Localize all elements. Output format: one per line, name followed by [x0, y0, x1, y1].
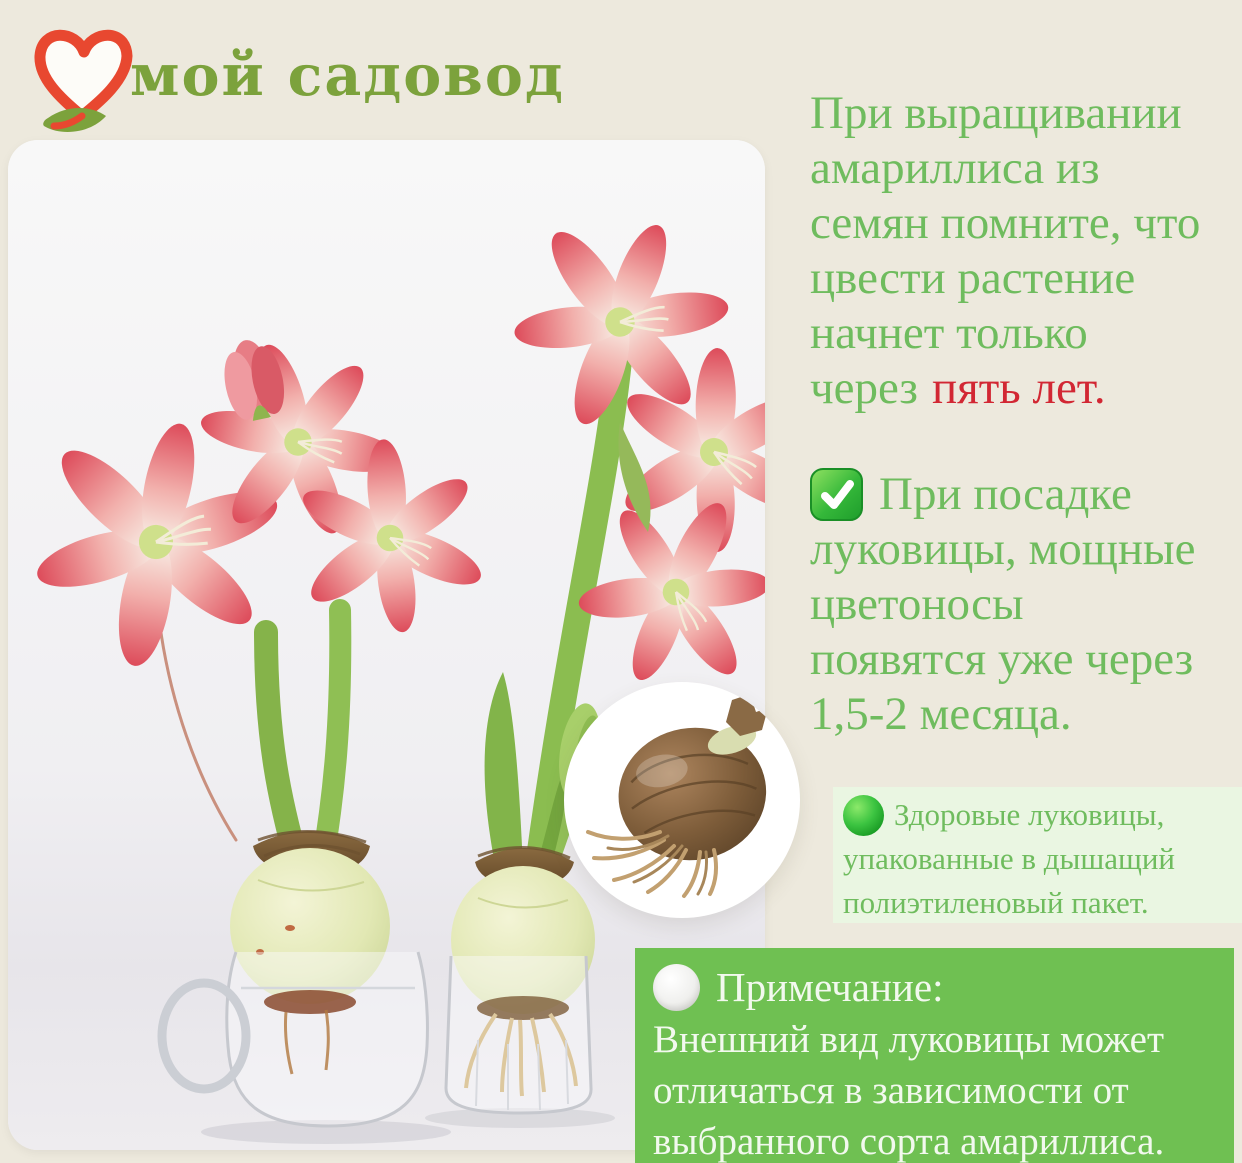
planting-tip [810, 467, 1242, 742]
note-title-line [653, 960, 1220, 1014]
text-line: Внешний вид луковицы может [653, 1018, 1164, 1061]
text-line: цвести растение [810, 252, 1136, 304]
intro-text [810, 86, 1242, 416]
text-line: семян помните, что [810, 197, 1201, 249]
heart-outline [40, 35, 127, 116]
check-mark-icon [810, 468, 863, 521]
note-title: Примечание: [716, 964, 944, 1010]
note-box [635, 948, 1234, 1163]
text-line [810, 361, 1242, 416]
text-line: появятся уже через [810, 633, 1194, 685]
text-line: амариллиса из [810, 142, 1100, 194]
text-red-accent: пять лет. [932, 362, 1106, 414]
text-line: цветоносы [810, 578, 1024, 630]
brand-name: мой садовод [130, 42, 565, 109]
text-line: При посадке [879, 468, 1132, 520]
tip-first-line [810, 467, 1242, 522]
text-line: При выращивании [810, 87, 1182, 139]
heart-leaf-logo-icon [30, 22, 138, 134]
green-circle-icon [843, 795, 884, 836]
text-green: через [810, 362, 918, 414]
text-line: полиэтиленовый пакет. [843, 885, 1149, 920]
text-line: упакованные в дышащий [843, 841, 1176, 876]
panel-first-line [843, 793, 1234, 837]
bulb-inset-photo [564, 682, 800, 918]
text-line: луковицы, мощные [810, 523, 1196, 575]
text-line: 1,5-2 месяца. [810, 688, 1072, 740]
white-circle-icon [653, 964, 700, 1011]
text-line: Здоровые луковицы, [894, 797, 1165, 832]
text-line: выбранного сорта амариллиса. [653, 1120, 1165, 1163]
healthy-bulbs-panel [833, 787, 1242, 923]
text-line: отличаться в зависимости от [653, 1069, 1129, 1112]
dormant-bulb-image [564, 682, 800, 918]
text-line: начнет только [810, 307, 1088, 359]
